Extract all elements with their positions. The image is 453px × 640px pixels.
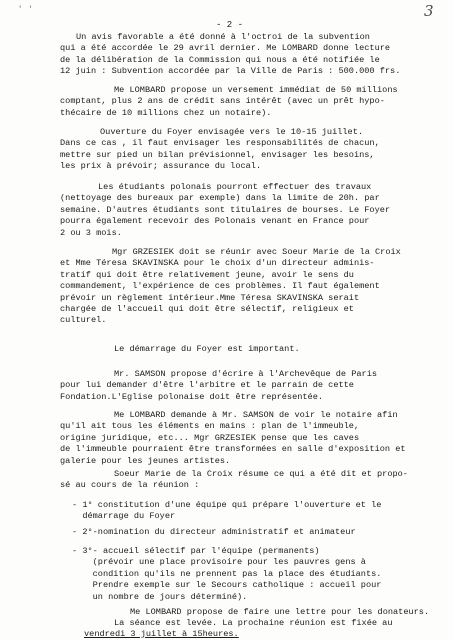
page-number: - 2 - xyxy=(216,20,244,30)
paragraph-directeur: Mgr GRZESIEK doit se réunir avec Soeur Marie de la Croix et Mme Téresa SKAVINSKA pour le choix d'un directeur adminis- tratif qui doit être relativement jeune, avoir le sens du commandement, l'expérience de ces problèmes. Il faut également prévoir un règlement intérieur.Mme Téresa SKAVINSKA serait chargée de l'accueil qui doit être sélectif, religieux et culturel. xyxy=(60,247,401,326)
paragraph-resume: Soeur Marie de la Croix résume ce qui a été dit et propo- sé au cours de la réunion : xyxy=(60,469,408,491)
paragraph-etudiants: Les étudiants polonais pourront effectuer des travaux (nettoyage des bureaux par exemple) dans la limite de 20h. par semaine. D'autres étudiants sont titulaires de bourses. Le Foyer pourra également recevoir des Polonais venant en France pour 2 ou 3 mois. xyxy=(60,182,391,238)
handwritten-page-number: 3 xyxy=(424,2,434,20)
list-item-3: - 3°- accueil sélectif par l'équipe (permanents) (prévoir une place provisoire pour les pauvres gens à condition qu'ils ne prennent pas la place des étudiants. Prendre exemple sur le Secours catholique : accueil pour un nombre de jours déterminé). xyxy=(72,546,382,602)
corner-mark: ' ' xyxy=(18,6,34,14)
list-item-2: - 2°-nomination du directeur administratif et animateur xyxy=(72,527,356,537)
paragraph-samson: Mr. SAMSON propose d'écrire à l'Archevêque de Paris pour lui demander d'être l'arbitre et le parrain de cette Fondation.L'Eglise polonaise doit être représentée. xyxy=(60,369,378,402)
paragraph-demarrage: Le démarrage du Foyer est important. xyxy=(114,344,300,354)
next-meeting-date: vendredi 3 juillet à 15heures. xyxy=(84,628,239,639)
paragraph-ouverture: Ouverture du Foyer envisagée vers le 10-15 juillet. Dans ce cas , il faut envisager les responsabilités de chacun, mettre sur pied un bilan prévisionnel, envisager les besoins, les prix à prévoir; assurance du local. xyxy=(60,127,380,172)
list-item-1: - 1° constitution d'une équipe qui prépare l'ouverture et le démarrage du Foyer xyxy=(72,500,382,522)
paragraph-notaire: Me LOMBARD demande à Mr. SAMSON de voir le notaire afin qu'il ait tous les éléments en mains : plan de l'immeuble, origine juridique, etc... Mgr GRZESIEK pense que les caves de l'immeuble pourraient être transformées en salle d'exposition et galerie pour les jeunes artistes. xyxy=(60,410,406,466)
paragraph-versement: Me LOMBARD propose un versement immédiat de 50 millions comptant, plus 2 ans de crédit sans intérêt (avec un prêt hypo- thécaire de 10 millions chez un notaire). xyxy=(60,85,398,118)
paragraph-subvention: Un avis favorable a été donné à l'octroi de la subvention qui a été accordée le 29 avril dernier. Me LOMBARD donne lecture de la délibération de la Commission qui nous a été notifiée le 12 juin : Subvention accordée par la Ville de Paris : 500.000 frs. xyxy=(60,32,401,77)
paragraph-cloture: La séance est levée. La prochaine réunion est fixée au vendredi 3 juillet à 15heures. xyxy=(84,618,393,639)
paragraph-donateurs: Me LOMBARD propose de faire une lettre pour les donateurs. xyxy=(130,607,430,617)
